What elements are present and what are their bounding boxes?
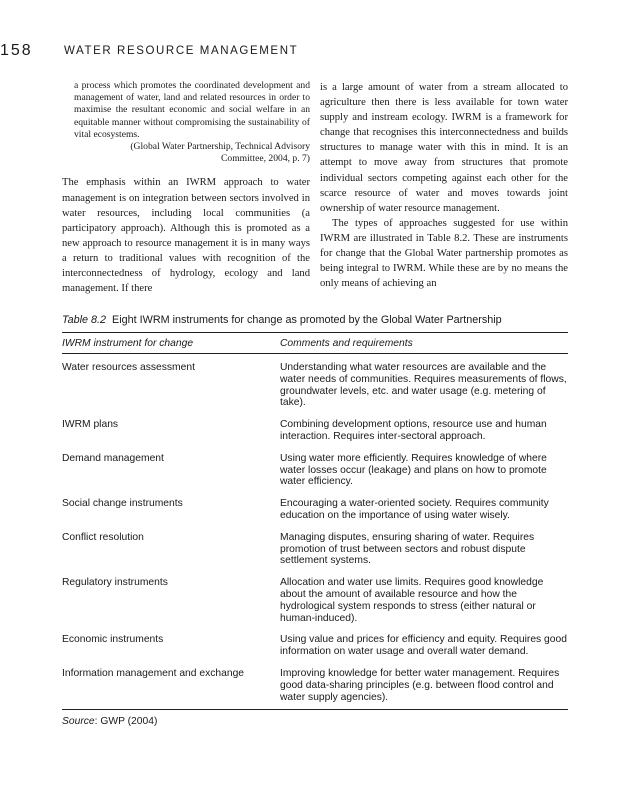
- instrument-cell: Regulatory instruments: [62, 577, 168, 589]
- block-quote: [74, 80, 310, 165]
- instruments-table: [62, 332, 568, 710]
- table-caption: [62, 314, 568, 326]
- body-paragraph: The emphasis within an IWRM approach to water management is on integration between sectors involved in water resources, including local communities (a participatory approach). Although this is promoted as a new approach to resource management it is in many ways a return to traditional values with recognition of the interconnectedness of hydrology, ecology and land management. If there: [62, 177, 310, 295]
- source-label: Source: [62, 716, 95, 727]
- running-title: WATER RESOURCE MANAGEMENT: [64, 45, 299, 57]
- table-header-row: [62, 333, 568, 354]
- comment-cell: Combining development options, resource use and human interaction. Requires inter-sectoral approach.: [280, 419, 547, 442]
- table-row: [62, 448, 568, 493]
- table-row: [62, 663, 568, 710]
- page-number: 158: [0, 42, 33, 59]
- instrument-cell: IWRM plans: [62, 419, 119, 431]
- comment-cell: Improving knowledge for better water management. Requires good data-sharing principles (e.g. between flood control and water supply agencies).: [280, 663, 568, 710]
- body-paragraph-continued: is a large amount of water from a stream allocated to agriculture then there is less available for town water supply and instream ecology. IWRM is a framework for change that recognises this interconnectedness and builds structures to manage water with this in mind. It is an attempt to move away from structures that promote individual sectors competing against each other for the scarce resource of water and moves towards joint ownership of water resource management.: [320, 82, 568, 214]
- instrument-cell: Information management and exchange: [62, 663, 280, 710]
- table-row: [62, 493, 568, 527]
- comment-cell: Using water more efficiently. Requires knowledge of where water losses occur (leakage) and plans on how to promote water efficiency.: [280, 452, 547, 488]
- column-header-comments: Comments and requirements: [280, 333, 568, 354]
- body-paragraph: The types of approaches suggested for use within IWRM are illustrated in Table 8.2. These are instruments for change that the Global Water partnership promotes as being integral to IWRM. While these are by no means the only means of achieving an: [320, 217, 568, 290]
- table-caption-text: Eight IWRM instruments for change as promoted by the Global Water Partnership: [112, 314, 502, 326]
- table-row: [62, 572, 568, 629]
- quote-text: a process which promotes the coordinated development and management of water, land and related resources in order to maximise the resultant economic and social welfare in an equitable manner without compromising the sustainability of vital ecosystems.: [74, 80, 310, 140]
- table-row: [62, 354, 568, 415]
- table-caption-label: Table 8.2: [62, 314, 107, 326]
- comment-cell: Understanding what water resources are available and the water needs of communities. Requires measurements of flows, groundwater levels, etc. and water usage (e.g. metering of take).: [280, 362, 567, 409]
- instrument-cell: Economic instruments: [62, 634, 164, 646]
- comment-cell: Encouraging a water-oriented society. Requires community education on the importance of using water wisely.: [280, 498, 549, 521]
- instrument-cell: Social change instruments: [62, 498, 183, 510]
- comment-cell: Allocation and water use limits. Requires good knowledge about the amount of available resource and how the hydrological system responds to stress (either natural or human-induced).: [280, 577, 544, 624]
- table-row: [62, 414, 568, 448]
- source-text: : GWP (2004): [94, 716, 158, 727]
- instrument-cell: Conflict resolution: [62, 531, 144, 543]
- quote-citation-line-1: (Global Water Partnership, Technical Advisory: [130, 141, 310, 153]
- quote-citation-line-2: Committee, 2004, p. 7): [221, 153, 310, 165]
- comment-cell: Using value and prices for efficiency and equity. Requires good information on water usage and overall water demand.: [280, 634, 567, 658]
- table-row: [62, 629, 568, 663]
- instrument-cell: Water resources assessment: [62, 362, 195, 373]
- comment-cell: Managing disputes, ensuring sharing of water. Requires promotion of trust between sectors and robust dispute settlement systems.: [280, 531, 535, 567]
- table-source-note: [62, 716, 157, 727]
- right-column: [320, 80, 568, 291]
- instrument-cell: Demand management: [62, 452, 164, 464]
- left-column: [62, 80, 310, 296]
- column-header-instrument: IWRM instrument for change: [62, 333, 280, 354]
- table-row: [62, 527, 568, 572]
